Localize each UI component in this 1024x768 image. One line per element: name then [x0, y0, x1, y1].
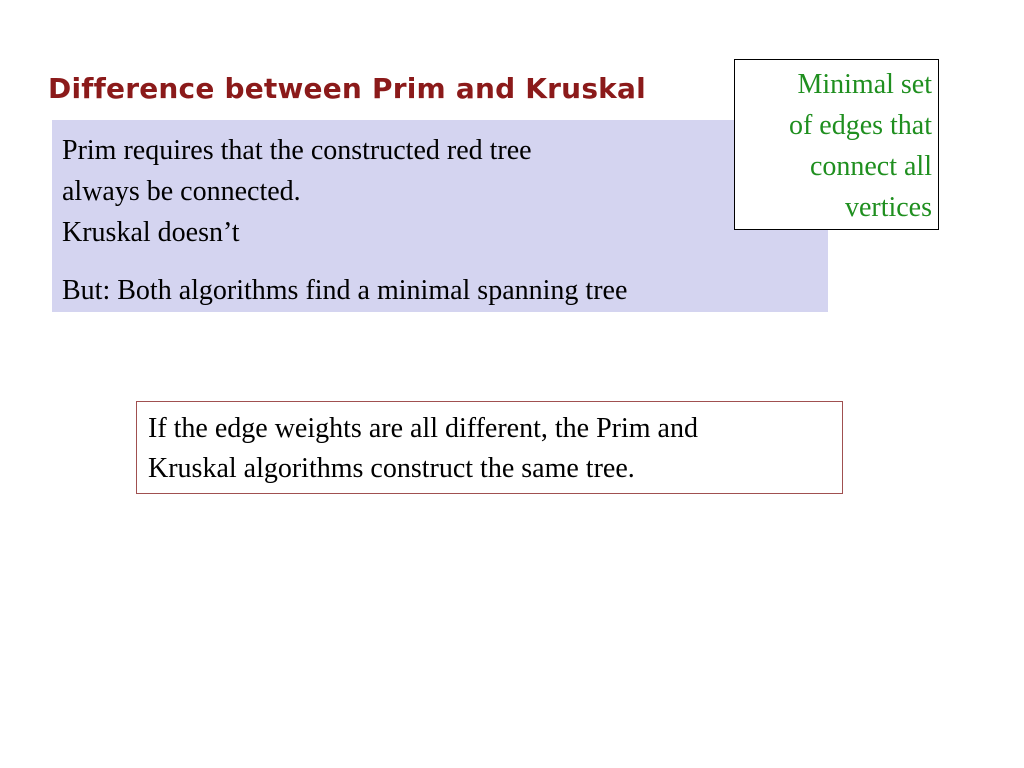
definition-line-3: connect all — [809, 151, 932, 182]
definition-line-2: of edges that — [788, 110, 932, 141]
slide-title: Difference between Prim and Kruskal — [48, 72, 646, 105]
definition-line-1: Minimal set — [797, 69, 932, 100]
comparison-line-both: But: Both algorithms find a minimal spanning tree — [62, 275, 628, 306]
comparison-line-kruskal: Kruskal doesn’t — [62, 217, 240, 248]
same-tree-fact-box — [136, 401, 843, 494]
definition-note-box — [734, 59, 939, 230]
comparison-box — [52, 120, 828, 312]
fact-line-2: Kruskal algorithms construct the same tree. — [148, 453, 635, 484]
definition-line-4: vertices — [844, 192, 932, 223]
fact-line-1: If the edge weights are all different, the Prim and — [148, 413, 698, 444]
comparison-line-connected: always be connected. — [62, 176, 301, 207]
comparison-line-prim: Prim requires that the constructed red tree — [62, 135, 532, 166]
